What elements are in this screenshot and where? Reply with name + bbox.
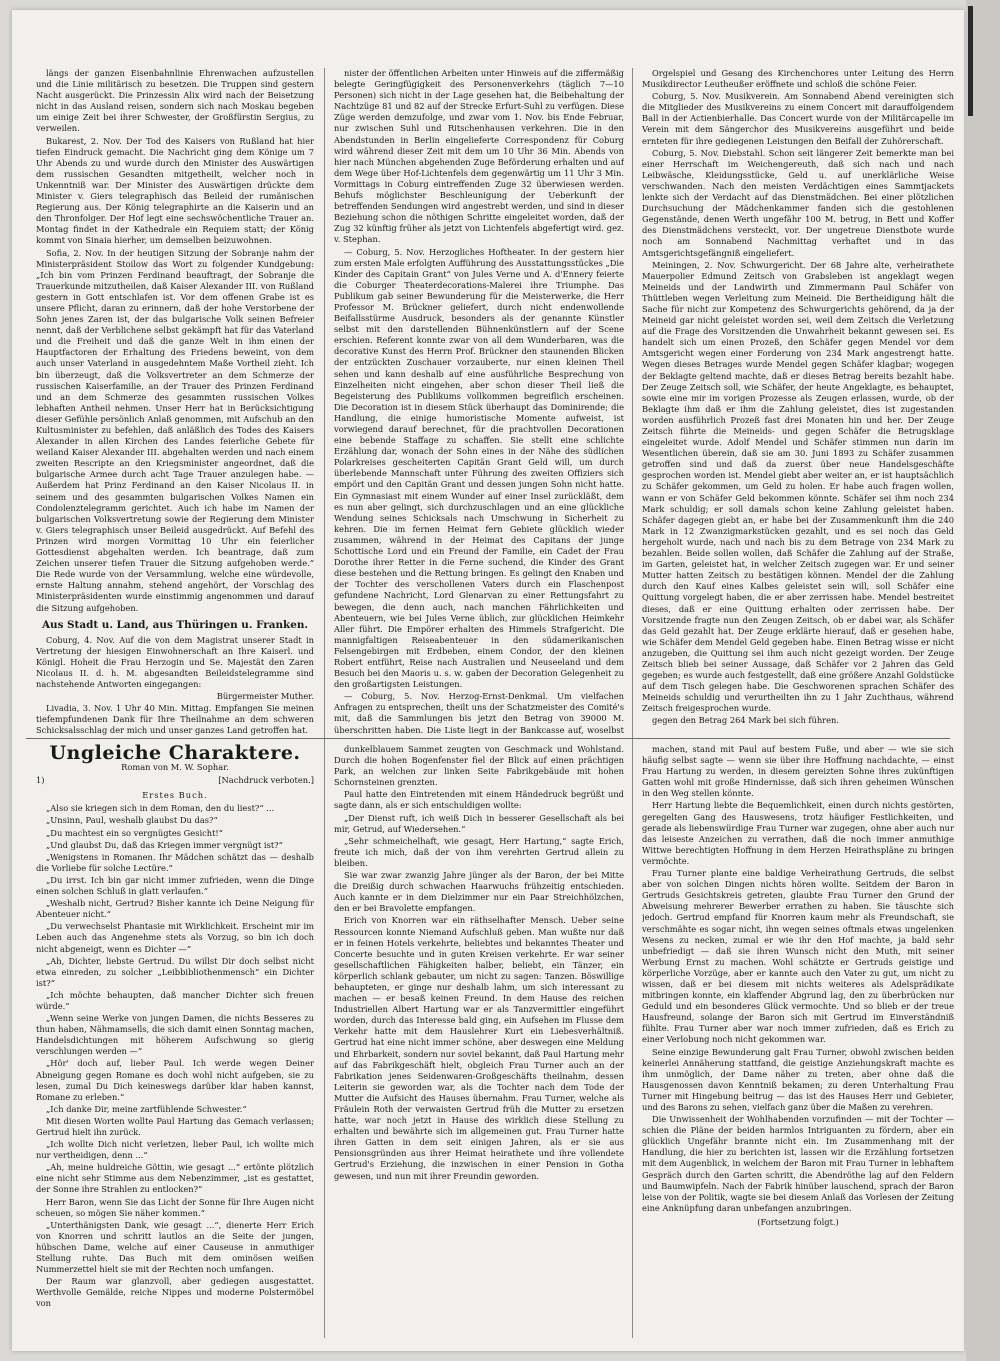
novel-paragraph: „Wenigstens in Romanen. Ihr Mädchen schätzt das — deshalb die Vorliebe für solche Lectüre.“ — [36, 851, 314, 873]
novel-column-2 — [334, 744, 624, 1339]
news-paragraph: längs der ganzen Eisenbahnlinie Ehrenwachen aufzustellen und die Linie militärisch zu besetzen. Die Truppen sind gestern Nacht ausgerückt. Die Prinzessin Alix wird nach der Beisetzung nicht in das Ausland reisen, sondern sich nach Moskau begeben um einige Zeit bei ihrer Schwester, der Großfürstin Sergius, zu verweilen. — [36, 68, 314, 134]
news-paragraph: Coburg, 5. Nov. Musikverein. Am Sonnabend Abend vereinigten sich die Mitglieder des Musikvereins zu einem Concert mit darauffolgendem Ball in der Actienbierhalle. Das Concert wurde von der Militärcapelle im Verein mit dem Sängerchor des Musikvereins ausgeführt und beide ernteten für ihre gediegenen Leistungen den Beifall der Zuhörerschaft. — [642, 91, 954, 146]
novel-paragraph: „Ich wollte Dich nicht verletzen, lieber Paul, ich wollte mich nur vertheidigen, denn ...“ — [36, 1139, 314, 1161]
novel-paragraph: „Du irrst. Ich bin gar nicht immer zufrieden, wenn die Dinge einen solchen Schluß in glatt verlaufen.“ — [36, 874, 314, 897]
novel-paragraph: machen, stand mit Paul auf bestem Fuße, und aber — wie sie sich häufig selbst sagte — wenn sie über ihre Hoffnung nachdachte, — einst Frau Hartung zu werden, in diesem gereizten Sohne ihres zukünftigen Gatten wohl mit große Hindernisse, daß sich ihren geheimen Wünschen in den Weg stellen könnte. — [642, 744, 954, 799]
novel-paragraph: „Unterthänigsten Dank, wie gesagt ...“, dienerte Herr Erich von Knorren und schritt lautlos an die Seite der jungen, hübschen Dame, welche auf einer Causeuse in anmuthiger Stellung ruhte. Das Buch mit dem ominösen weißen Nummerzettel hielt sie mit der Rechten noch umfangen. — [36, 1219, 314, 1275]
book-heading: Erstes Buch. — [142, 790, 208, 801]
novel-paragraph: „Weshalb nicht, Gertrud? Bisher kannte ich Deine Neigung für Abenteuer nicht.“ — [36, 898, 314, 920]
novel-paragraph: Der Raum war glanzvoll, aber gediegen ausgestattet. Werthvolle Gemälde, reiche Nippes und moderne Polstermöbel von — [36, 1276, 314, 1309]
novel-paragraph: „Du verwechselst Phantasie mit Wirklichkeit. Erscheint mir im Leben auch das Angenehme stets als Vorzug, so bin ich doch nicht abgeneigt, wenn es Dichter —“ — [36, 921, 314, 954]
news-column-1 — [36, 68, 314, 735]
newspaper-page — [12, 10, 964, 1351]
novel-paragraph: „Ah, Dichter, liebste Gertrud. Du willst Dir doch selbst nicht etwa einreden, zu solcher „Leibbibliothenmensch“ ein Dichter ist?“ — [36, 955, 314, 988]
novel-paragraph: dunkelblauem Sammet zeugten von Geschmack und Wohlstand. Durch die hohen Bogenfenster fiel der Blick auf einen prächtigen Park, an welchen zur linken Seite Fabrikgebäude mit hohen Schornsteinen grenzten. — [334, 744, 624, 788]
novel-paragraph: Herr Baron, wenn Sie das Licht der Sonne für Ihre Augen nicht scheuen, so mögen Sie näher kommen.“ — [36, 1196, 314, 1218]
news-column-3 — [642, 68, 954, 735]
novel-paragraph: Mit diesen Worten wollte Paul Hartung das Gemach verlassen; Gertrud hielt ihn zurück. — [36, 1115, 314, 1137]
novel-paragraph: „Ich danke Dir, meine zartfühlende Schwester.“ — [46, 1103, 247, 1114]
novel-paragraph: „Und glaubst Du, daß das Kriegen immer vergnügt ist?“ — [46, 839, 283, 850]
section-heading-local-news: Aus Stadt u. Land, aus Thüringen u. Franken. — [41, 618, 309, 631]
news-column-2 — [334, 68, 624, 735]
novel-paragraph: „Also sie kriegen sich in dem Roman, den du liest?“ ... — [46, 803, 275, 814]
news-paragraph: — Coburg, 5. Nov. Herzogliches Hoftheater. In der gestern hier zum ersten Male erfolgten Aufführung des Ausstattungsstückes „Die Kinder des Capitain Grant“ von Jules Verne und A. d'Ennery feierte die Coburger Theaterdecorations-Malerei ihre Triumphe. Das Publikum gab seiner Bewunderung für die Meisterwerke, die Herr Professor M. Brückner geliefert, durch nicht endenwollende Beifallsstürme Ausdruck, besonders als der genannte Künstler selbst mit den darstellenden Bühnenkünstlern auf der Scene erschien. Referent konnte zwar von all dem Wunderbaren, was die decorative Kunst des Herrn Prof. Brückner den staunenden Blicken der entzückten Zuschauer vorzauberte, nur einen kleinen Theil sehen und kann deshalb auf eine ausführliche Besprechung von Einzelheiten nicht eingehen, aber schon dieser Theil ließ die Begeisterung des Publikums vollkommen begreiflich erscheinen. Die Decoration ist in diesem Stück überhaupt das Dominirende; die Handlung, die einige humoristische Momente aufweist, ist vorwiegend darauf berechnet, für die prachtvollen Decorationen eine bebende Staffage zu schaffen. Sie stellt eine schlichte Erzählung dar, wonach der Sohn eines in der Nähe des südlichen Polarkreises gescheiterten Capitän Grant Geld will, um durch überlebende Mannschaft unter Führung des zweiten Offiziers sich empört und den Capitän Grant und dessen jungen Sohn nicht hatte. Ein Gymnasiast mit einem Wunder auf einer Insel zurückläßt, dem es nun aber gelingt, sich durchzuschlagen und an eine glückliche Wendung seines Schicksals nach Umschwung in Sicherheit zu kehren. Die im fernen Heimat fern Gebiete glücklich wieder zusammen, während in der Heimat des Capitans der junge Schottische Lord und ein Freund der Familie, ein Cadet der Frau Dorothe ihrer Retter in die Ferne suchend, die Kinder des Grant diese bestehen und die Rettung bringen. Es gelingt den Knaben und der Tochter des verschollenen Vaters durch ein Flaschenpost gefundene Nachricht, Lord Glenarvan zu einer Rettungsfahrt zu bewegen, die denn auch, nach manchen Fährlichkeiten und Abenteuern, wie bei Jules Verne üblich, zur glücklichen Heimkehr Aller führt. Die Empörer erhalten des Himmels Strafgericht. Die mannigfaltigen Reiseabenteuer in den südamerikanischen Felsengebirgen mit Erdbeben, einem Condor, der den kleinen Robert entführt, Reise nach Australien und Neuseeland und dem Besuch bei den Maoris u. s. w. gaben der Decoration Gelegenheit zu den großartigsten Leistungen. — [334, 246, 624, 690]
novel-paragraph: Die Unwissenheit der Wohlhabenden vorzufinden — mit der Tochter — schien die Pläne der beiden harmlos Intriguanten zu fördern, aber ein glücklich Ungefähr brannte nicht ein. Im Zusammenhang mit der Handlung, die hier zu berichten ist, lassen wir die Erzählung fortsetzen mit dem Augenblick, in welchem der Baron mit Frau Turner in lebhaftem Gespräch durch den Garten schritt, die Abendröthe lag auf den Feldern und Baumwipfeln. Nach der Fabrik hinüber lauschend, sprach der Baron leise von der Politik, wagte sie bei diesem Anlaß das Vorlesen der Zeitung eine Anknüpfung daran unbefangen anzubringen. — [642, 1114, 954, 1213]
news-paragraph: Sofia, 2. Nov. In der heutigen Sitzung der Sobranje nahm der Ministerpräsident Stoilow das Wort zu folgender Kundgebung: „Ich bin vom Prinzen Ferdinand beauftragt, der Sobranje die Trauerkunde mitzutheilen, daß Kaiser Alexander III. von Rußland gestern in Gott entschlafen ist. Vor dem offenen Grabe ist es unsere Pflicht, daran zu erinnern, daß der hohe Verstorbene der Sohn jenes Zaren ist, der das bulgarische Volk seinen Befreier nennt, daß der Verblichene selbst gekämpft hat für das Vaterland und die Freiheit und daß die ganze Welt in ihm einen der Hauptfactoren der Erhaltung des Friedens beweint, von dem auch unser Vaterland in ausgedehntem Maße Vortheil zieht. Ich bin überzeugt, daß die Volksvertreter an dem Schmerze der russischen Kaiserfamilie, an der Trauer des Prinzen Ferdinand und an dem Schmerze des gesammten russischen Volkes lebhaften Antheil nehmen. Unser Herr hat in Berücksichtigung dieser Gefühle persönlich Anlaß genommen, mit Aufschub an den Kultusminister zu befehlen, daß anläßlich des Todes des Kaisers Alexander in allen Kirchen des Landes feierliche Gebete für weiland Kaiser Alexander III. abgehalten werden und nach einem zweiten Rescripte an den Kriegsminister angeordnet, daß die bulgarische Armee durch acht Tage Trauer anzulegen habe. — Außerdem hat Prinz Ferdinand an den Kaiser Nicolaus II. in seinem und des gesammten bulgarischen Volkes Namen ein Condolenztelegramm gerichtet. Auch ich habe im Namen der bulgarischen Volksvertretung sowie der Regierung dem Minister v. Giers telegraphisch unser Beileid ausgedrückt. Auf Befehl des Prinzen wird morgen Vormittag 10 Uhr ein feierlicher Gottesdienst abgehalten werden. Ich beantrage, daß zum Zeichen unserer tiefen Trauer die Sitzung aufgehoben werde.“ Die Rede wurde von der Versammlung, welche eine würdevolle, ernste Haltung annahm, stehend angehört, der Vorschlag des Ministerpräsidenten wurde einstimmig angenommen und darauf die Sitzung aufgehoben. — [36, 247, 314, 613]
novel-paragraph: „Hör' doch auf, lieber Paul. Ich werde wegen Deiner Abneigung gegen Romane es doch wohl nicht aufgeben, sie zu lesen, zumal Du Dich keineswegs darüber klar haben kannst, Romane zu erleben.“ — [36, 1058, 314, 1102]
novel-paragraph: Sie war zwar zwanzig Jahre jünger als der Baron, der bei Mitte die Dreißig durch schwachen Haarwuchs frühzeitig entschieden. Auch kannte er in dem Dielzimmer nur ein Paar Streichhölzchen, den er bei Bravolette empfangen. — [334, 870, 624, 914]
novel-paragraph: „Unsinn, Paul, weshalb glaubst Du das?“ — [46, 815, 218, 826]
novel-column-3 — [642, 744, 954, 1339]
telegram-text: Livadia, 3. Nov. 1 Uhr 40 Min. Mittag. Empfangen Sie meinen tiefempfundenen Dank für Ihre Theilnahme an dem schweren Schicksalsschlag der mich und unser ganzes Land getroffen hat. — [36, 703, 314, 735]
column-divider — [324, 68, 325, 1338]
novel-column-1 — [36, 744, 314, 1339]
reprint-notice: [Nachdruck verboten.] — [218, 775, 314, 786]
novel-paragraph: „Du machtest ein so vergnügtes Gesicht!“ — [46, 827, 224, 838]
binding-mark — [968, 6, 973, 116]
facing-page-edge — [966, 0, 1000, 1361]
column-divider — [632, 68, 633, 1338]
novel-paragraph: „Der Dienst ruft, ich weiß Dich in besserer Gesellschaft als bei mir, Getrud, auf Wiedersehen.“ — [334, 812, 624, 834]
novel-paragraph: „Wenn seine Werke von jungen Damen, die nichts Besseres zu thun haben, Nähmamsells, die sich damit einen Sonntag machen, Handelsdichtungen mit höherem Aufschwung so gierig verschlungen werden —“ — [36, 1013, 314, 1057]
novel-paragraph: „Ah, meine huldreiche Göttin, wie gesagt ...“ ertönte plötzlich eine nicht sehr Stimme aus dem Nebenzimmer, „ist es gestattet, der Sonne ihre Strahlen zu entlocken?“ — [36, 1162, 314, 1195]
novel-title: Ungleiche Charaktere. — [49, 744, 301, 764]
novel-paragraph: Paul hatte den Eintretenden mit einem Händedruck begrüßt und sagte dann, als er sich entschuldigen wollte: — [334, 789, 624, 811]
novel-paragraph: Erich von Knorren war ein räthselhafter Mensch. Ueber seine Ressourcen konnte Niemand Aufschluß geben. Man wußte nur daß er in feinen Hotels verkehrte, beliebtes und bekanntes Theater und Concerte besuchte und in guten Kreisen verkehrte. Er war seiner gesellschaftlichen Fähigkeiten halber, beliebt, ein Tänzer, ein körperlich schlank gebauter, um nicht zu sagen: Tanzen. Böswillige behaupteten, er ginge nur deshalb lahm, um sich interessant zu machen — er besaß keinen Freund. In dem Hause des reichen Industriellen Albert Hartung war er als Tanzvermittler eingeführt worden, durch das Interesse bald ging, ein Aufsehen im Flusse dem Verkehr hatte mit dem Hauslehrer Kurt ein Liebesverhältniß. Gertrud hat eine nicht immer schöne, aber deswegen eine Meldung und Ehrbarkeit, sondern nur soviel bekannt, daß Paul Hartung mehr auf das Fabrikgeschäft hielt, obgleich Frau Turner auch an der Fabrikation jenes Seidenwaren-Großgeschäfts theilnahm, dessen Leiterin sie geworden war, als die Tochter nach dem Tode der Mutter die Aufsicht des Hauses übernahm. Frau Turner, welche als Fräulein Roth der verwaisten Gertrud früh die Mutter zu ersetzen hatte, war noch jetzt in Hause des wirklich diese Stellung zu erhalten und bewährte sich im allgemeinen gut. Frau Turner hatte ihren Gatten in dem seit einigen Jahren, als er sie aus Pensionsgründen aus ihrer Heimat heirathete und ihre vollendete Gertrud's Erziehung, die inzwischen in einer Pension in Gotha gewesen, und nun mit ihrer Freundin geworden. — [334, 915, 624, 1181]
news-paragraph: Coburg, 5. Nov. Diebstahl. Schon seit längerer Zeit bemerkte man bei einer Herrschaft im Weichengereuth, daß sich nach und nach Leibwäsche, Kleidungsstücke, Geld u. auf unerklärliche Weise verschwanden. Nach den meisten Verdächtigen eines Sammtjackets lenkte sich der Verdacht auf das Dienstmädchen. Bei einer plötzlichen Durchsuchung der Mädchenkammer fanden sich die gestohlenen Gegenstände, denen Werth ungefähr 100 M. betrug, in Bett und Koffer des Dienstmädchens versteckt, vor. Der ungetreue Dienstbote wurde noch am Sonnabend Nachmittag verhaftet und in das Amtsgerichtsgefängniß eingeliefert. — [642, 147, 954, 258]
news-paragraph: gegen den Betrag 264 Mark bei sich führen. — [652, 715, 840, 726]
continued-notice: (Fortsetzung folgt.) — [757, 1216, 839, 1227]
novel-paragraph: Seine einzige Bewunderung galt Frau Turner, obwohl zwischen beiden keinerlei Annäherung stattfand, die geistige Anziehungskraft machte es ihm unmöglich, der Dame näher zu treten, aber ohne daß die Hausgenossen davon Kenntniß bekamen; zu deren Unterhaltung Frau Turner mit Hingebung beitrug — das ist des Hauses Herr und Gebieter, und des Barons zu sehen, vielfach ganz über die Maßen zu verehren. — [642, 1046, 954, 1112]
news-paragraph: — Coburg, 5. Nov. Herzog-Ernst-Denkmal. Um vielfachen Anfragen zu entsprechen, theilt uns der Schatzmeister des Comité's mit, daß die Sammlungen bis jetzt den Betrag von 39000 M. überschritten haben. Die Liste liegt in der Bankcasse auf, woselbst — [334, 691, 624, 735]
news-paragraph: Bukarest, 2. Nov. Der Tod des Kaisers von Rußland hat hier tiefen Eindruck gemacht. Die Nachricht ging dem Könige um 7 Uhr Abends zu und wurde durch den Minister des Auswärtigen dem russischen Gesandten mitgetheilt, welcher noch in Unkenntniß war. Der Minister des Auswärtigen drückte dem Minister v. Giers telegraphisch das Beileid der rumänischen Regierung aus. Der König telegraphirte an die Kaiserin und an den Thronfolger. Der Hof legt eine sechswöchentliche Trauer an. Montag findet in der Kathedrale ein Requiem statt; der König kommt von Sinaia hierher, um demselben beizuwohnen. — [36, 135, 314, 246]
signature: Bürgermeister Muther. — [216, 691, 314, 702]
news-paragraph: Meiningen, 2. Nov. Schwurgericht. Der 68 Jahre alte, verheirathete Mauerpolier Edmund Zeitsch von Grabsleben ist angeklagt wegen Meineids und der Landwirth und Zimmermann Paul Schäfer von Thüttleben wegen Verleitung zum Meineid. Die Bertheidigung hält die Sache für nicht zur Kompetenz des Schwurgerichts gehörend, da ja der Meineid gar nicht geleistet worden sei, weil dem Zeitsch die Verletzung auf die Frage des Vorsitzenden die Unwahrheit bekannt gewesen sei. Es handelt sich um einen Prozeß, den Schäfer gegen Mendel vor dem Amtsgericht wegen einer Forderung von 234 Mark angestrengt hatte. Wegen dieses Betrages wurde Mendel gegen Schäfer klagbar; wogegen der Beklagte geltend machte, daß er dieses Betrag bereits bezahlt habe. Der Zeuge Zeitsch soll, wie Schäfer, der heute Angeklagte, es behauptet, sowie eine mir im vorigen Prozesse als Zeugen erlassen, wurde, ob der Beklagte ihm daß er ihm die Zahlung geleistet, dies ist zugestanden worden ausführlich Prozeß fast drei Monaten hin und her. Der Zeuge Zeitsch führte die Meineids- und gegen Schäfer die Betrugsklage eingeleitet wurde. Adolf Mendel und Schäfer stimmen nun darin im Wesentlichen überein, daß sie am 30. Juni 1893 zu Schäfer zusammen getroffen sind und daß da zuerst über neue Handelsgeschäfte gesprochen worden ist. Mendel giebt aber weiter an, er ist hauptsächlich zu Schäfer gekommen, um Geld zu holen. Er habe auch fragen wollen, wann er von Schäfer Geld bekommen könnte. Schäfer sei ihm noch 234 Mark schuldig; er soll damals schon keine Zahlung geleistet haben. Schäfer dagegen giebt an, er habe bei der Zusammenkunft ihm die 240 Mark in 12 Zwanzigmarkstücken gezahlt, und es sei noch das Geld hergeholt wurde, nach und nach bis zu dem Betrage von 234 Mark zu bezahlen. Beide sollen wollen, daß Schäfer die Zahlung auf der Straße, im Garten, geleistet hat, in welcher Zeitsch zugegen war. Er und seiner Mutter hatten Zeitsch zu bestätigen können. Mendel der die Zahlung durch den Kauf eines Kalbes geleistet sein will, soll Schäfer eine Quittung vorgelegt haben, die er aber zerrissen habe. Mendel bestreitet dieses, daß er eine Quittung erhalten oder zerrissen habe. Der Vorsitzende fragte nun den Zeugen Zeitsch, ob er dabei war, als Schäfer das Geld gezahlt hat. Der Zeuge erklärte hierauf, daß er gesehen habe, wie Schäfer dem Mendel Geld gegeben habe. Einen Betrag wisse er nicht anzugeben, die Quittung sei ihm auch nicht gezeigt worden. Der Zeuge Zeitsch blieb bei seiner Aussage, daß Schäfer vor 2 Jahren das Geld gegeben; es wurde auch festgestellt, daß eine größere Anzahl Goldstücke auf dem Tisch gelegen habe. Die Geschworenen sprachen Schäfer des Meineids schuldig und verurtheilten ihn zu 1 Jahr Zuchthaus, während Zeitsch freigesprochen wurde. — [642, 259, 954, 714]
novel-paragraph: „Ich möchte behaupten, daß mancher Dichter sich freuen würde.“ — [36, 989, 314, 1011]
novel-meta — [36, 775, 314, 786]
instalment-number: 1) — [36, 775, 45, 786]
feuilleton-divider — [26, 738, 950, 739]
news-paragraph: Orgelspiel und Gesang des Kirchenchores unter Leitung des Herrn Musikdirector Leutheußer eröffnete und schloß die schöne Feier. — [642, 68, 954, 90]
novel-paragraph: Herr Hartung liebte die Bequemlichkeit, einen durch nichts gestörten, geregelten Gang des Hauswesens, trotz häufiger Festlichkeiten, und gerade als liebenswürdige Frau Turner war zugegen, ohne aber auch nur das leiseste Anzeichen zu verrathen, daß die noch immer anmuthige Wittwe berechtigten Hoffnung in dem Herzen Heirathspläne zu bringen vermöchte. — [642, 800, 954, 866]
novel-paragraph: „Sehr schmeichelhaft, wie gesagt, Herr Hartung,“ sagte Erich, freute ich mich, daß der von ihm verehrten Gertrud allein zu bleiben. — [334, 835, 624, 868]
novel-author: Roman von M. W. Sophar. — [121, 762, 229, 773]
novel-paragraph: Frau Turner plante eine baldige Verheirathung Gertruds, die selbst aber von solchen Dingen nichts hören wollte. Seitdem der Baron in Gertruds Gesichtskreis getreten, glaubte Frau Turner den Grund der Abweisung mehrerer Bewerber errathen zu haben. Sie täuschte sich jedoch. Gertrud empfand für Knorren kaum mehr als Freundschaft, sie verschmähte es sogar nicht, ihn wegen seines oftmals etwas ungelenken Wesens zu necken, zumal er wie ihr den Hof machte, ja bald sehr unbefriedigt — daß sie ihren Wunsch nicht den Muth, mit seiner Werbung Ernst zu machen. Wohl schätzte er Gertruds geistige und körperliche Vorzüge, aber er kannte auch den Vater zu gut, um nicht zu wissen, daß er bei diesem mit nichts weiteres als Adelsprädikate mitbringen konnte, ein klaffender Abgrund lag, den zu überbrücken nur Geduld und ein besonderes Glück vermochte. Und so blieb er der treue Hausfreund, solange der Baron sich mit Gertrud im Einverständniß fühlte. Frau Turner aber war noch immer zufrieden, daß es Erich zu einer Verlobung noch nicht gekommen war. — [642, 868, 954, 1045]
news-paragraph: nister der öffentlichen Arbeiten unter Hinweis auf die ziffermäßig belegte Geringfügigkeit des Personenverkehrs (täglich 7—10 Personen) sich nicht in der Lage gesehen hat, die Beibehaltung der Nachtzüge 81 und 82 auf der Strecke Erfurt-Suhl zu verfügen. Diese Züge werden demzufolge, und zwar vom 1. Nov. bis Ende Februar, nur zwischen Suhl und Ritschenhausen verkehren. Die in den Abendstunden in Berlin eingelieferte Correspondenz für Coburg wird während dieser Zeit mit dem um 10 Uhr 36 Min. Abends von hier nach München abgehenden Zuge Beförderung erhalten und auf dem Wege über Hof-Lichtenfels dem gegenwärtig um 11 Uhr 3 Min. Vormittags in Coburg eintreffenden Zuge 32 überwiesen werden. Behufs möglichster Beschleunigung der Ueberkunft der betreffenden Sendungen wird angestrebt werden, und sind in dieser Beziehung schon die nöthigen Schritte eingeleitet worden, daß der Zug 32 künftig früher als jetzt von Lichtenfels abgefertigt wird. gez. v. Stephan. — [334, 68, 624, 245]
news-paragraph: Coburg, 4. Nov. Auf die von dem Magistrat unserer Stadt in Vertretung der hiesigen Einwohnerschaft an Ihre Kaiserl. und Königl. Hoheit die Frau Herzogin und Se. Majestät den Zaren Nicolaus II. d. h. M. abgesandten Beileidstelegramme sind nachstehende Antworten eingegangen: — [36, 634, 314, 690]
